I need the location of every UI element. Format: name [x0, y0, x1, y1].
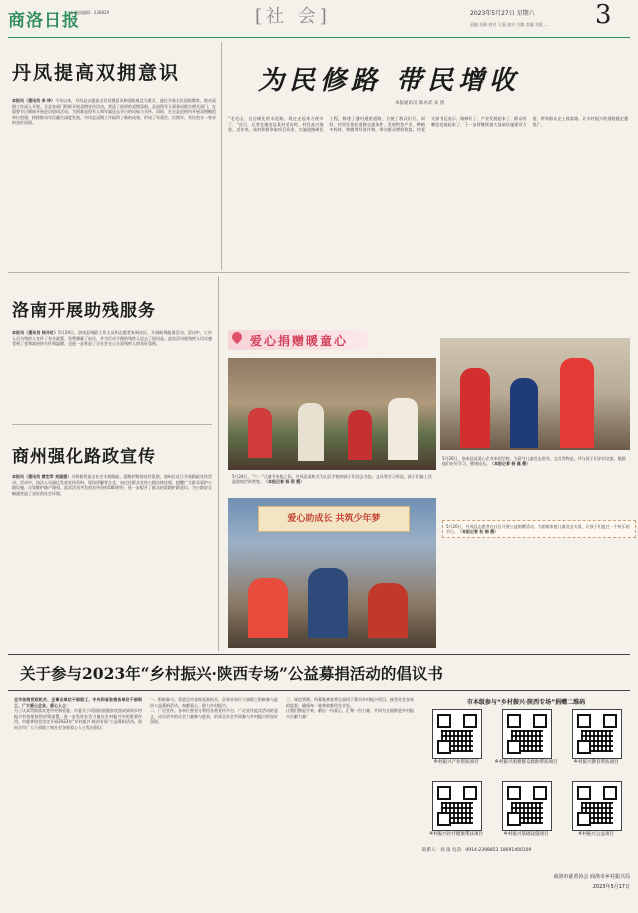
photo-figure — [388, 398, 418, 460]
feature-banner — [228, 330, 368, 350]
photo-figure — [248, 578, 288, 638]
qr-label: 乡村振兴教育帮扶项目 — [573, 760, 619, 765]
proposal-paragraph: 二、广泛宣传。各单位要充分利用各类宣传平台，广泛宣传此次活动的意义，动员更多的社会力量参与进来，形成全社会共同参与乡村振兴的良好氛围。 — [150, 708, 278, 725]
qr-code[interactable] — [502, 709, 552, 759]
qr-label: 乡村振兴基础设施项目 — [503, 832, 549, 837]
article1-byline: 本报讯（通讯员 李 坤） — [12, 98, 56, 103]
qr-code[interactable] — [502, 781, 552, 831]
photo-figure — [368, 583, 408, 638]
caption-3-text: 5月20日，丹凤县志愿者在社区开展公益捐赠活动，为困难家庭儿童送去关爱，让孩子们度过一个快乐的节日。 — [446, 524, 630, 535]
heart-icon — [230, 330, 244, 344]
photo-donation-event — [228, 498, 436, 648]
proposal-headline: 关于参与2023年“乡村振兴·陕西专场”公益募捐活动的倡议书 — [20, 664, 443, 683]
article1-headline: 丹凤提高双拥意识 — [12, 62, 181, 84]
qr-label: 乡村振兴医疗健康帮扶项目 — [429, 832, 483, 837]
qr-panel — [422, 697, 630, 909]
article1-text: 今年以来，丹凤县以提高全民双拥意识和国防观念为重点，通过开展全民国防教育，推动双拥工作深入开展。全县各部门积极开展双拥宣传活动，营造了浓厚的双拥氛围。县退役军人事务局联合相关部门，在重要节日期间开展走访慰问活动，为困难退役军人和军属送去节日的问候与关怀。同时，在全县范围内开展双拥模范单位创建，持续推动军民融合深度发展，丹凤县双拥工作取得了新的成效，形成了军爱民、民拥军、军民鱼水一家亲的良好局面。 — [12, 98, 216, 126]
newspaper-logo: 商洛日报 — [8, 11, 80, 31]
article-divider — [12, 424, 212, 425]
caption-2-credit: （本报记者 杨 磊 摄） — [490, 461, 531, 467]
section-title: [社 会] — [255, 6, 331, 27]
caption-2 — [442, 456, 628, 466]
contact-info: 联系人：刘 雨 电话：0914-2398853 18691400109 — [422, 848, 532, 853]
caption-1 — [232, 474, 432, 484]
proposal-salutation: 全市各级党政机关、企事业单位干部职工、中央和省驻商各单位干部职工、广大爱心企业、爱心人士： — [14, 697, 142, 708]
proposal-signer: 商洛市慈善协会 商洛市乡村振兴局 — [553, 874, 630, 880]
section-divider — [8, 272, 630, 273]
article3-text: 为积极营造全社会支持路政、爱路护路的良好氛围，商州区近日开展路政宣传活动。活动中，执法人员通过发放宣传资料、现场讲解等方式，向过往群众宣传公路法律法规，提醒广大群众爱护公路设施，自觉维护路产路权。此次活动共发放宣传资料500余份，进一步提升了群众的爱路护路意识，为公路安全畅通营造了良好的社会环境。 — [12, 474, 212, 496]
main-headline: 为民修路 带民增收 — [258, 66, 521, 96]
proposal-headline-rule — [8, 690, 630, 691]
article3-headline: 商州强化路政宣传 — [12, 447, 156, 467]
page-number: 3 — [595, 0, 612, 30]
main-byline: 本报通讯员 陈卓武 朱 唐 — [395, 101, 445, 106]
photo-figure — [460, 368, 490, 448]
qr-title: 市本级参与“乡村振兴·陕西专场”捐赠二维码 — [466, 699, 586, 706]
photo-figure — [248, 408, 272, 458]
qr-label: 乡村振兴公益项目 — [578, 832, 614, 837]
qr-label: 乡村振兴产业帮扶项目 — [433, 760, 479, 765]
proposal-top-rule — [8, 654, 630, 655]
caption-3-credit: （本报记者 杜 娟 摄） — [458, 529, 499, 535]
proposal-paragraph: 三、规范管理。所募集善款将全部用于我市乡村振兴项目，接受社会各界的监督，确保每一笔善款都用在实处。 — [286, 697, 414, 708]
caption-2-text: 5月26日，洛南县某爱心企业来到学校，为留守儿童送去图书、文具等物品，并与孩子们亲切交流，勉励他们好好学习，健康成长。 — [442, 456, 626, 467]
column-divider — [221, 42, 222, 270]
photo-figure — [348, 410, 372, 460]
proposal-body — [14, 697, 414, 902]
caption-1-text: 5月24日，“六一”儿童节来临之际，丹凤县某机关为山区学校的孩子们送去书包、文具等学习用品，孩子们脸上洋溢着灿烂的笑容。 — [232, 474, 432, 485]
column-divider — [218, 276, 219, 651]
issue-date: 2023年5月27日 星期六 — [470, 10, 535, 17]
feature-banner-title: 爱心捐赠暖童心 — [250, 334, 349, 348]
qr-code[interactable] — [432, 709, 482, 759]
masthead-rule — [8, 37, 630, 38]
article3-byline: 本报讯（通讯员 黄宏军 刘国强） — [12, 474, 72, 479]
photo-children-school — [228, 358, 436, 470]
proposal-date: 2023年5月17日 — [592, 884, 630, 890]
photo-figure — [298, 403, 324, 461]
main-body: “毛毛山，这边硬化的水泥路，现在走起来方便多了，”近日，记者在镇安县某村采访时，村民高兴地说。近年来，该村积极争取项目资金，实施道路硬化工程，修建了通村通组道路，方便了群众出行。同时，村里还依托道路交通条件，发展特色产业，种植中药材、核桃等经济作物，带动群众增收致富。村党支部书记表示，路修好了，产业发展起来了，群众的腰包也鼓起来了，下一步将继续加大基础设施建设力度，带领群众走上致富路，让乡村振兴的道路越走越宽广。 — [228, 116, 628, 133]
event-sign: 爱心助成长 共筑少年梦 — [258, 506, 410, 532]
article2-text: 5月24日，洛南县残联工作人员和志愿者来到社区，开展助残服务活动。活动中，工作人员为残疾人宣传了有关政策，免费测量了血压，并为行动不便的残疾人送去了慰问品。此次活动使残疾人切实感受到了党和政府的关怀和温暖，也进一步营造了全社会关心关爱残疾人的良好氛围。 — [12, 330, 212, 347]
proposal-paragraph: 让我们携起手来，献出一份爱心，汇聚一份力量，共同为全面推进乡村振兴贡献力量！ — [286, 708, 414, 719]
article2-byline: 本报讯（通讯员 杨开红） — [12, 330, 59, 335]
caption-3 — [442, 520, 636, 538]
photo-figure — [560, 358, 594, 448]
article3-body — [12, 474, 212, 644]
article2-headline: 洛南开展助残服务 — [12, 301, 156, 321]
photo-volunteers — [440, 338, 630, 450]
article1-body — [12, 98, 216, 266]
qr-code[interactable] — [572, 709, 622, 759]
proposal-paragraph: 一、积极参与。希望全市各级党政机关、企事业单位干部职工积极参与此次公益募捐活动，奉献爱心，助力乡村振兴。 — [150, 697, 278, 708]
photo-figure — [510, 378, 538, 448]
qr-label: 乡村振兴困难群众救助帮扶项目 — [494, 760, 558, 765]
qr-code[interactable] — [432, 781, 482, 831]
caption-1-credit: （本报记者 杨 莉 摄） — [264, 479, 305, 485]
editor-credits: 责编 张静 校对 王磊 校对 方勤 美编 刘俊 ... — [470, 22, 548, 27]
article2-body — [12, 330, 212, 420]
qr-code[interactable] — [572, 781, 622, 831]
masthead-subtitle: 专刊部编辑 · 238829 — [70, 10, 110, 15]
proposal-paragraph: 为了认真贯彻落实党中央和省委、市委关于巩固拓展脱贫攻坚成果同乡村振兴有效衔接的决策部署，进一步发挥社会力量在乡村振兴中的重要作用，市慈善协会决定开展2023年“乡村振兴·陕西专场”公益募捐活动。现向全市广大干部职工和社会各界爱心人士发出倡议： — [14, 708, 142, 730]
photo-figure — [308, 568, 348, 638]
